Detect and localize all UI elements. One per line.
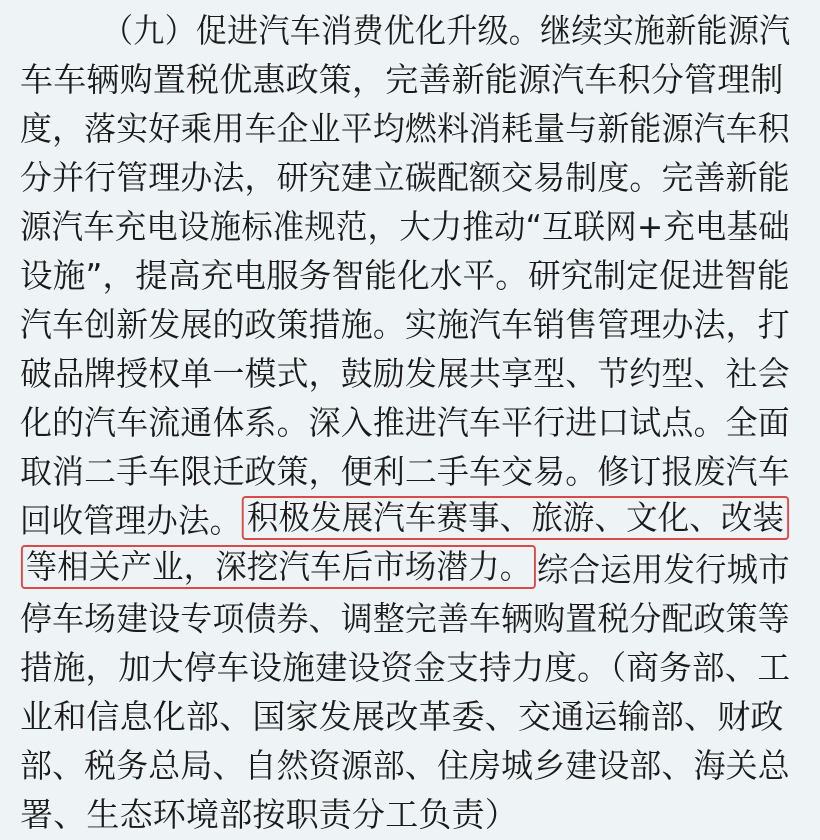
text-line-1: （九）促进汽车消费优化升级。继续实施新能源汽 xyxy=(102,11,791,50)
text-before-highlight: 回收管理办法。 xyxy=(20,501,242,540)
text-line-16: 部、税务总局、自然资源部、住房城乡建设部、海关总 xyxy=(20,746,790,785)
text-line-14: 措施，加大停车设施建设资金支持力度。（商务部、工 xyxy=(20,648,791,687)
text-line-12 xyxy=(20,545,790,595)
text-line-10: 取消二手车限迁政策，便利二手车交易。修订报废汽车 xyxy=(20,452,790,491)
text-line-3: 度，落实好乘用车企业平均燃料消耗量与新能源汽车积 xyxy=(20,109,790,148)
text-line-7: 汽车创新发展的政策措施。实施汽车销售管理办法，打 xyxy=(20,305,790,344)
text-line-5: 源汽车充电设施标准规范，大力推动“互联网+充电基础 xyxy=(20,207,790,246)
text-line-9: 化的汽车流通体系。深入推进汽车平行进口试点。全面 xyxy=(20,403,790,442)
text-line-2: 车车辆购置税优惠政策，完善新能源汽车积分管理制 xyxy=(20,60,784,99)
text-line-8: 破品牌授权单一模式，鼓励发展共享型、节约型、社会 xyxy=(20,354,790,393)
text-line-13: 停车场建设专项债券、调整完善车辆购置税分配政策等 xyxy=(20,599,790,638)
text-line-11 xyxy=(20,496,790,546)
text-line-17: 署、生态环境部按职责分工负责） xyxy=(20,795,518,834)
highlight-box-1: 积极发展汽车赛事、旅游、文化、改装 xyxy=(242,496,789,540)
text-line-4: 分并行管理办法，研究建立碳配额交易制度。完善新能 xyxy=(20,158,790,197)
highlight-box-2: 等相关产业，深挖汽车后市场潜力。 xyxy=(21,545,536,589)
text-after-highlight: 综合运用发行城市 xyxy=(537,550,790,589)
text-line-15: 业和信息化部、国家发展改革委、交通运输部、财政 xyxy=(20,697,784,736)
text-line-6: 设施”，提高充电服务智能化水平。研究制定促进智能 xyxy=(20,256,790,295)
